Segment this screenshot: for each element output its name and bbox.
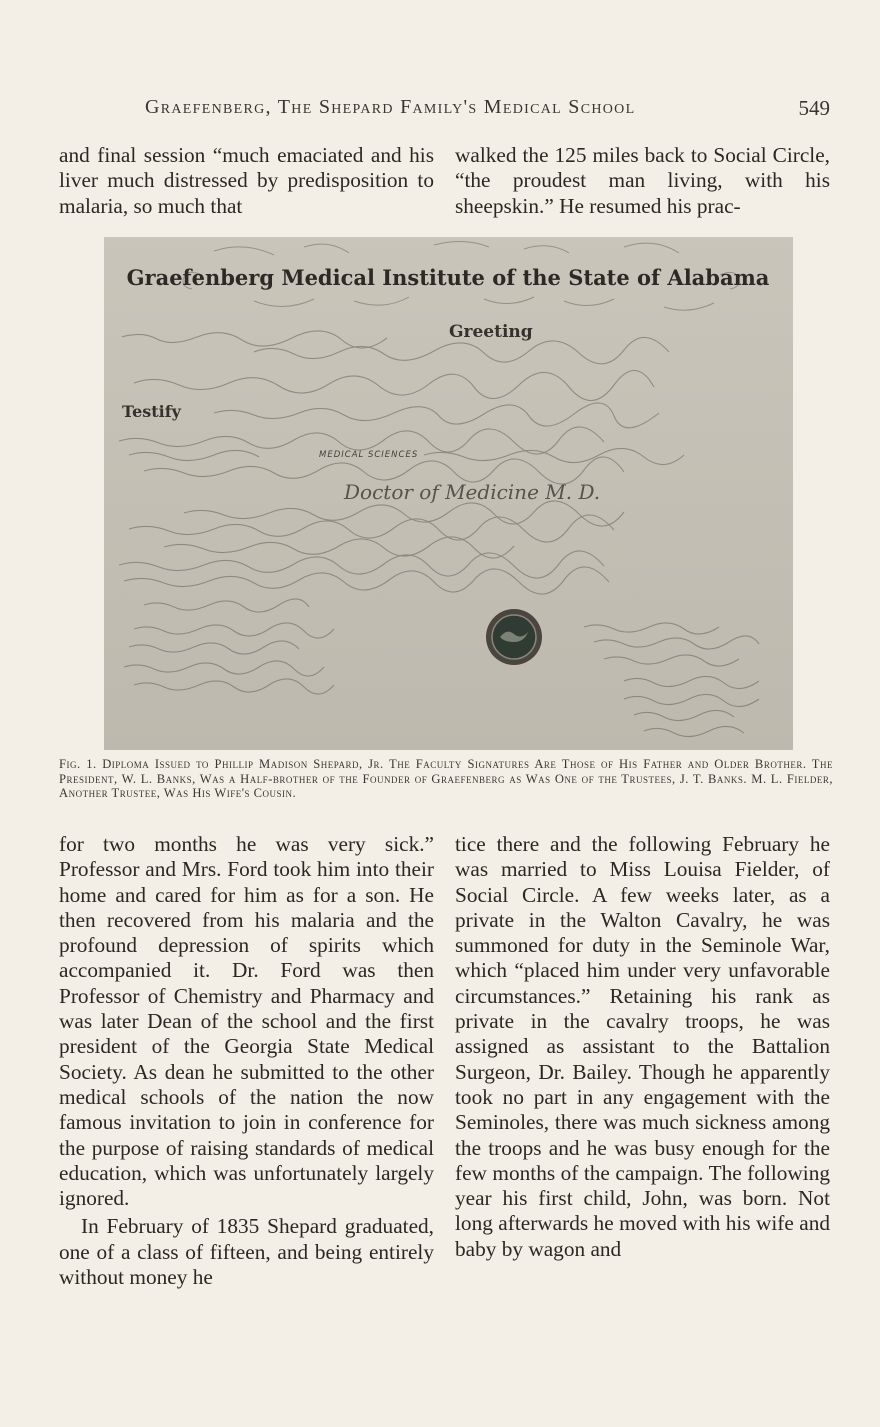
running-head <box>145 96 845 124</box>
paragraph: In February of 1835 Shepard graduated, one of a class of fifteen, and being entirely without money he <box>59 1214 434 1290</box>
diploma-testify: Testify <box>122 402 181 421</box>
diploma-medical-sciences: MEDICAL SCIENCES <box>319 450 419 460</box>
paragraph: tice there and the following February he was married to Miss Louisa Fielder, of Social Circle. A few weeks later, as a private in the Walton Cavalry, he was summoned for duty in the Seminole War, which “placed him under very unfavorable circumstances.” Retaining his rank as private in the cavalry troops, he was assigned as assistant to the Battalion Surgeon, Dr. Bailey. Though he apparently took no part in any engagement with the Seminoles, there was much sickness among the troops and he was busy enough for the few months of the campaign. The following year his first child, John, was born. Not long afterwards he moved with his wife and baby by wagon and <box>455 832 830 1261</box>
top-left-column <box>59 143 434 219</box>
page-number: 549 <box>798 96 830 120</box>
diploma-degree: Doctor of Medicine M. D. <box>344 480 601 504</box>
bottom-left-column <box>59 832 434 1290</box>
diploma-seal <box>486 609 542 665</box>
diploma-greeting: Greeting <box>449 322 533 342</box>
diploma-heading: Graefenberg Medical Institute of the State of Alabama <box>126 265 770 290</box>
figure-caption: Fig. 1. Diploma Issued to Phillip Madison Shepard, Jr. The Faculty Signatures Are Those of His Father and Older Brother. The President, W. L. Banks, Was a Half-brother of the Founder of Graefenberg as Was One of the Trustees, J. T. Banks. M. L. Fielder, Another Trustee, Was His Wife's Cousin. <box>59 757 833 801</box>
bottom-right-column <box>455 832 830 1262</box>
paragraph: and final session “much emaciated and his liver much distressed by predisposition to malaria, so much that <box>59 143 434 218</box>
paragraph: for two months he was very sick.” Professor and Mrs. Ford took him into their home and cared for him as for a son. He then recovered from his malaria and the profound depression of spirits which accompanied it. Dr. Ford was then Professor of Chemistry and Pharmacy and was later Dean of the school and the first president of the Georgia State Medical Society. As dean he submitted to the other medical schools of the nation the now famous invitation to join in conference for the purpose of raising standards of medical education, which was unfortunately largely ignored. <box>59 832 434 1211</box>
diploma-image <box>104 237 793 750</box>
running-title: Graefenberg, The Shepard Family's Medical School <box>145 96 636 118</box>
top-right-column <box>455 143 830 219</box>
diploma-figure <box>104 237 793 750</box>
paragraph: walked the 125 miles back to Social Circle, “the proudest man living, with his sheepskin.” He resumed his prac- <box>455 143 830 218</box>
